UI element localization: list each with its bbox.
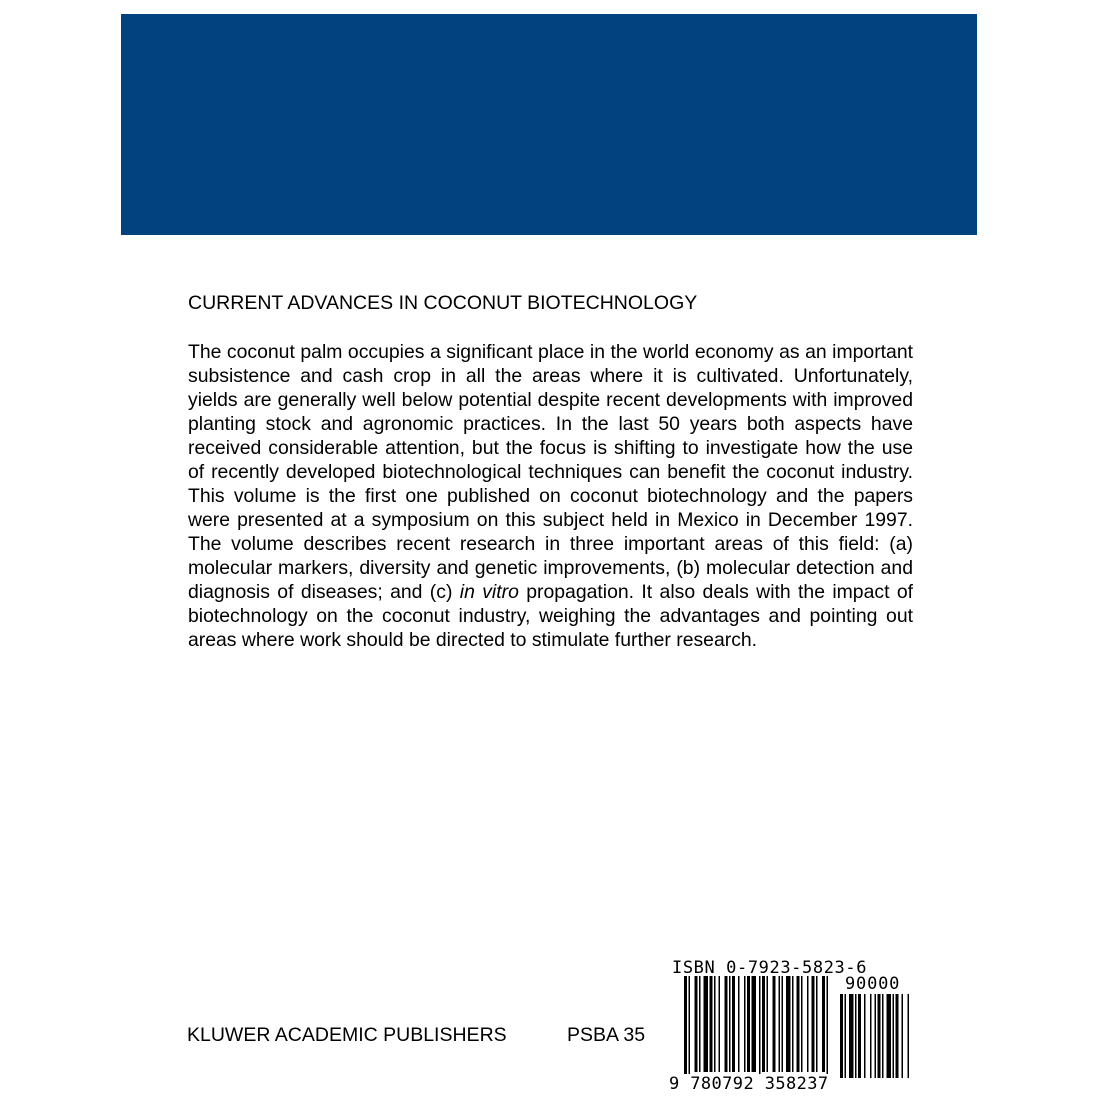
barcode-bar [762, 976, 765, 1072]
barcode-bar [732, 976, 735, 1072]
addon-bar [840, 994, 843, 1078]
barcode-bar [822, 976, 825, 1072]
barcode-bar [827, 976, 829, 1080]
barcode-digits: 9 780792 358237 [669, 1074, 829, 1094]
cover-color-band [121, 14, 977, 235]
barcode-bar [744, 976, 746, 1072]
description-text-1: The coconut palm occupies a significant place in the world economy as an important subsistence and cash crop in all the areas where it is cultivated. Unfortunately, yields are generally well below potential despite recent developments with improved planting stock and agronomic practices. In the last 50 years both aspects have received considerable attention, but the focus is shifting to investigate how the use of recently developed biotechnological techniques can benefit the coconut industry. This volume is the first one published on coconut biotechnology and the papers were presented at a symposium on this subject held in Mexico in December 1997. The volume describes recent research in three important areas of this field: (a) molecular markers, diversity and genetic improvements, (b) molecular detection and diagnosis of diseases; and (c) [188, 341, 913, 603]
addon-bar [902, 994, 904, 1078]
barcode-bar [699, 976, 701, 1072]
addon-bar [887, 994, 892, 1078]
barcode-bar [786, 976, 791, 1072]
description-italic-term: in vitro [459, 581, 519, 603]
barcode-bar [782, 976, 784, 1072]
addon-bar [882, 994, 884, 1078]
addon-bar [858, 994, 861, 1078]
book-description [188, 340, 913, 652]
barcode-bar [710, 976, 713, 1072]
addon-bar [908, 994, 910, 1078]
barcode-bar [801, 976, 803, 1072]
addon-bar [896, 994, 899, 1078]
barcode-bar [695, 976, 698, 1072]
barcode-bar [725, 976, 728, 1072]
barcode-bar [812, 976, 815, 1072]
barcode-bar [779, 976, 781, 1072]
barcode-bar [719, 976, 721, 1072]
addon-bar [875, 994, 877, 1078]
addon-bar [845, 994, 847, 1078]
addon-bar [864, 994, 866, 1078]
addon-bar [870, 994, 872, 1078]
addon-bar [855, 994, 857, 1078]
book-title: CURRENT ADVANCES IN COCONUT BIOTECHNOLOGY [188, 292, 698, 314]
barcode-bar [704, 976, 709, 1072]
isbn-barcode [668, 956, 918, 1098]
barcode-bar [797, 976, 800, 1072]
barcode-bar [738, 976, 740, 1072]
description-text-2: propagation. It also deals with the impact of biotechnology on the coconut industry, weighing the advantages and pointing out areas where work should be directed to stimulate further research. [188, 581, 913, 651]
addon-bar [893, 994, 895, 1078]
publisher-name: KLUWER ACADEMIC PUBLISHERS [187, 1024, 507, 1046]
addon-bar [849, 994, 854, 1078]
series-code: PSBA 35 [567, 1024, 646, 1046]
isbn-label: ISBN 0-7923-5823-6 [672, 958, 868, 978]
barcode-bar [689, 976, 691, 1080]
barcode-bar [759, 976, 761, 1080]
barcode-bar [807, 976, 809, 1072]
barcode-bar [816, 976, 818, 1072]
price-code: 90000 [845, 974, 901, 994]
barcode-bar [714, 976, 716, 1072]
barcode-bar [729, 976, 731, 1072]
barcode-bar [684, 976, 687, 1080]
barcode-bar [747, 976, 750, 1072]
barcode-bar [752, 976, 757, 1072]
addon-bar [878, 994, 881, 1078]
barcode-bar [767, 976, 769, 1072]
barcode-bar [773, 976, 776, 1072]
barcode-bar [792, 976, 794, 1072]
